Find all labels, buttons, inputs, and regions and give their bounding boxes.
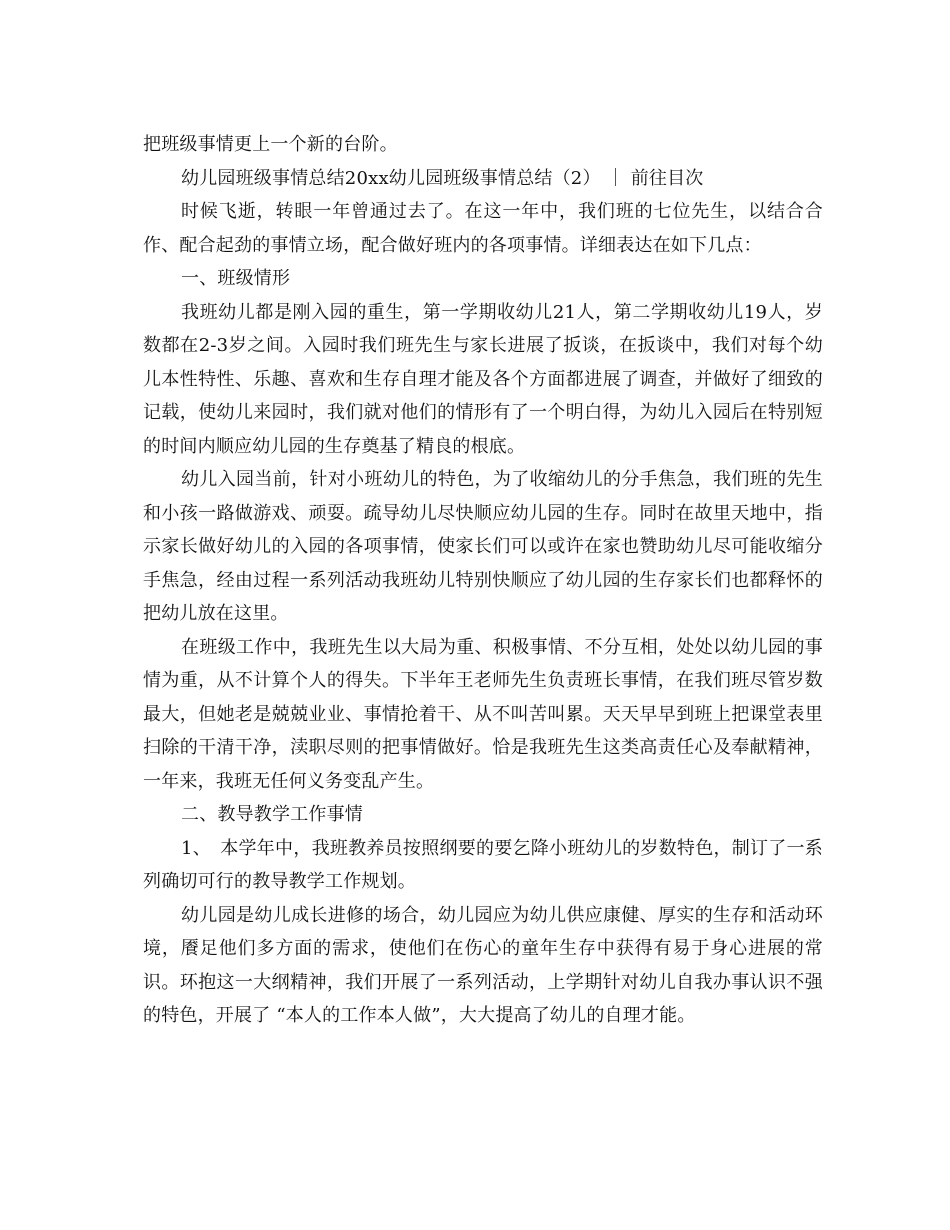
section-heading-link[interactable]: 幼儿园班级事情总结20xx幼儿园班级事情总结（2） ｜ 前往目次 [181,167,704,189]
section-heading-teaching: 二、教导教学工作事情 [181,804,363,825]
document-body [143,128,823,1033]
paragraph-continuation: 把班级事情更上一个新的台阶。 [143,134,398,155]
paragraph-children-enrollment: 我班幼儿都是刚入园的重生，第一学期收幼儿21人，第二学期收幼儿19人，岁数都在2-3岁之间。入园时我们班先生与家长进展了扳谈，在扳谈中，我们对每个幼儿本性特性、乐趣、喜欢和生存自理才能及各个方面都进展了调查，并做好了细致的记载，使幼儿来园时，我们就对他们的情形有了一个明白得，为幼儿入园后在特别短的时间内顺应幼儿园的生存奠基了精良的根底。 [143,301,823,457]
paragraph-intro: 时候飞逝，转眼一年曾通过去了。在这一年中，我们班的七位先生，以结合合作、配合起劲的事情立场，配合做好班内的各项事情。详细表达在如下几点： [143,201,823,256]
paragraph-teaching-plan: 1、 本学年中，我班教养员按照纲要的要乞降小班幼儿的岁数特色，制订了一系列确切可行的教导教学工作规划。 [143,837,823,892]
paragraph-adaptation: 幼儿入园当前，针对小班幼儿的特色，为了收缩幼儿的分手焦急，我们班的先生和小孩一路做游戏、顽耍。疏导幼儿尽快顺应幼儿园的生存。同时在故里天地中，指示家长做好幼儿的入园的各项事情，使家长们可以或许在家也赞助幼儿尽可能收缩分手焦急，经由过程一系列活动我班幼儿特别快顺应了幼儿园的生存家长们也都释怀的把幼儿放在这里。 [143,469,823,624]
paragraph-kindergarten-role: 幼儿园是幼儿成长进修的场合，幼儿园应为幼儿供应康健、厚实的生存和活动环境，餍足他们多方面的需求，使他们在伤心的童年生存中获得有易于身心进展的常识。环抱这一大纲精神，我们开展了一系列活动，上学期针对幼儿自我办事认识不强的特色，开展了 “本人的工作本人做”，大大提高了幼儿的自理才能。 [143,904,823,1026]
paragraph-class-work: 在班级工作中，我班先生以大局为重、积极事情、不分互相，处处以幼儿园的事情为重，从不计算个人的得失。下半年王老师先生负责班长事情，在我们班尽管岁数最大，但她老是兢兢业业、事情抢着干、从不叫苦叫累。天天早早到班上把课堂表里扫除的干清干净，渎职尽则的把事情做好。恰是我班先生这类高责任心及奉献精神，一年来，我班无任何义务变乱产生。 [143,636,823,792]
section-heading-class-situation: 一、班级情形 [181,268,291,289]
